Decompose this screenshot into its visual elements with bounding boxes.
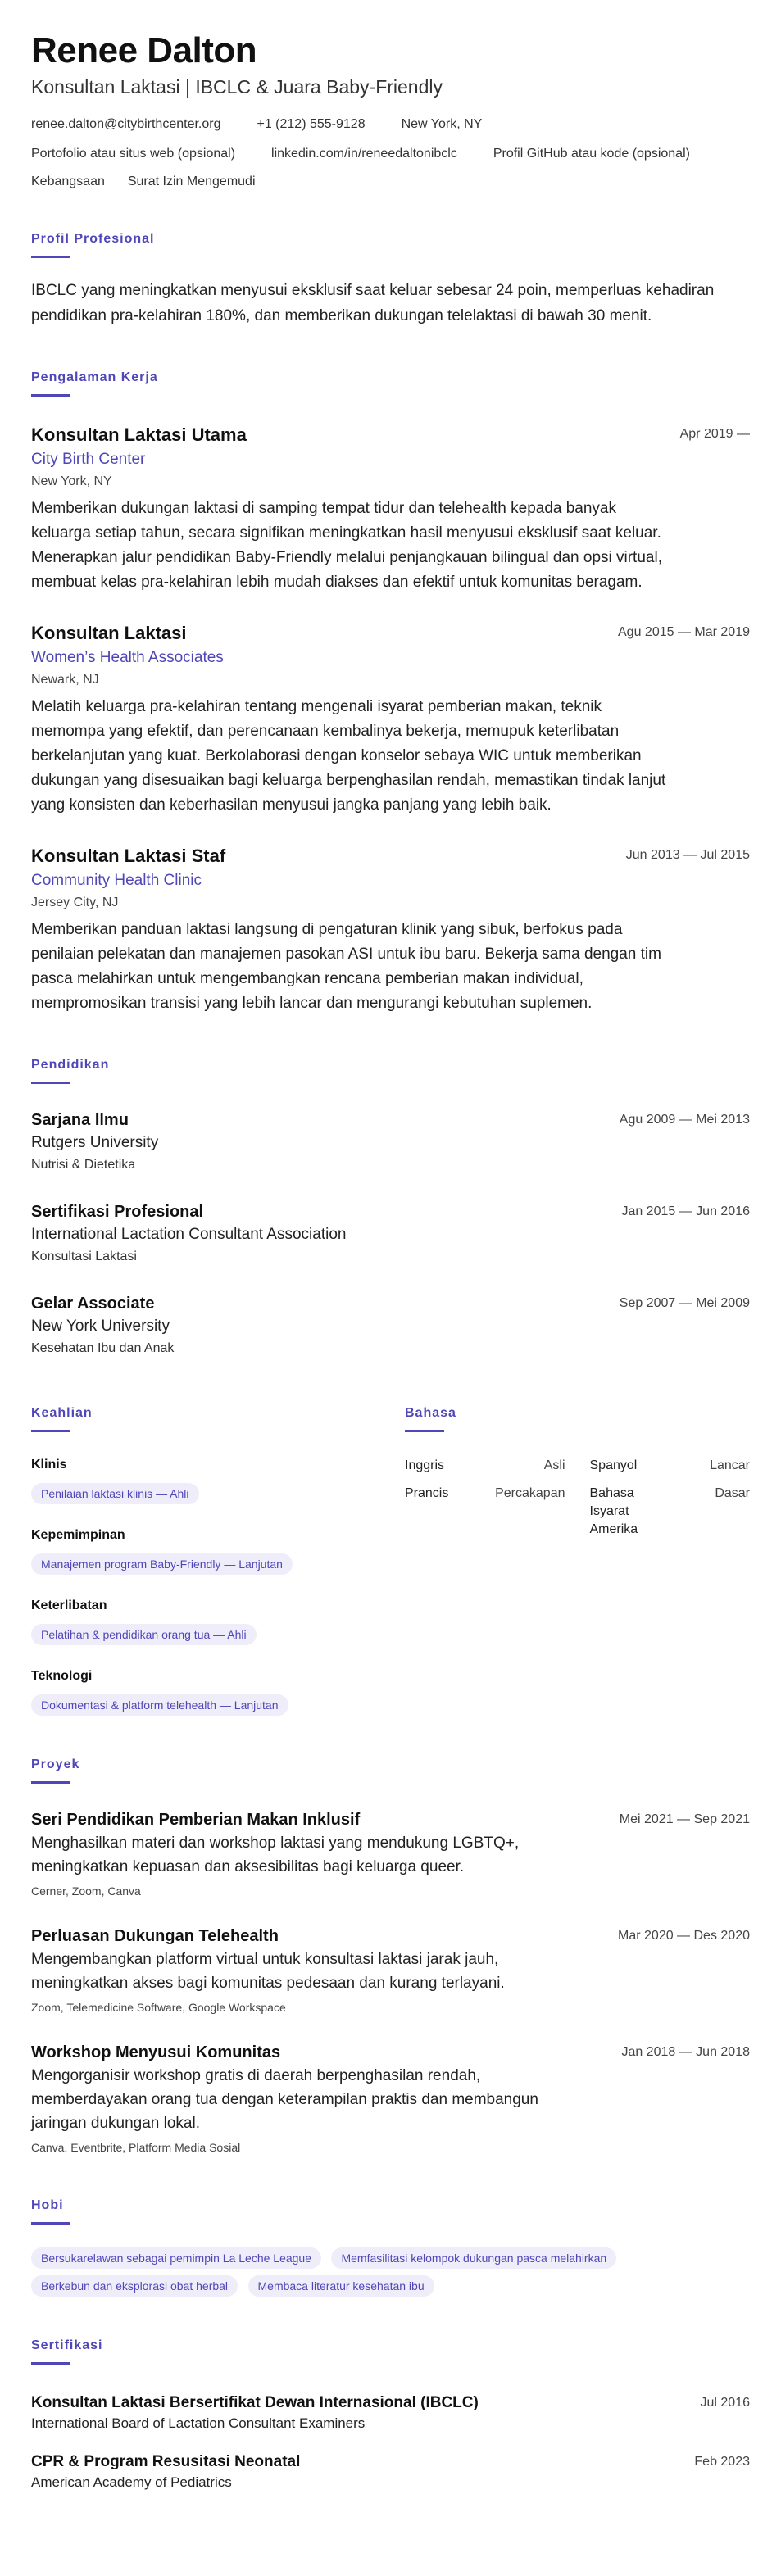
job-title: Konsultan Laktasi Staf xyxy=(31,846,226,866)
education-date: Sep 2007 — Mei 2009 xyxy=(619,1296,750,1310)
language-item xyxy=(590,1457,751,1475)
section-title: Pendidikan xyxy=(31,1058,110,1072)
location: New York, NY xyxy=(401,117,483,131)
skill-chip: Pelatihan & pendidikan orang tua — Ahli xyxy=(31,1624,257,1645)
experience-section xyxy=(31,370,750,1016)
job-entry xyxy=(31,423,750,595)
certification-name: CPR & Program Resusitasi Neonatal xyxy=(31,2453,301,2470)
language-name: Prancis xyxy=(405,1486,449,1500)
project-description: Mengembangkan platform virtual untuk konsultasi laktasi jarak jauh, meningkatkan akses bagi komunitas pedesaan dan kurang terlayani. xyxy=(31,1951,505,1992)
job-date: Jun 2013 — Jul 2015 xyxy=(625,848,750,862)
languages-section xyxy=(405,1405,750,1716)
links-row xyxy=(31,146,750,162)
job-description: Memberikan dukungan laktasi di samping tempat tidur dan telehealth kepada banyak keluarga setiap tahun, secara signifikan meningkatkan hasil menyusui eksklusif saat keluar. Menerapkan jalur pendidikan Baby-Friendly melalui penjangkauan bilingual dan opsi virtual, membuat kelas pra-kelahiran lebih mudah diakses dan efektif untuk komunitas beragam. xyxy=(31,500,662,591)
project-tech: Cerner, Zoom, Canva xyxy=(31,1884,141,1898)
job-location: New York, NY xyxy=(31,474,112,488)
skill-group xyxy=(31,1668,405,1716)
skill-chip: Penilaian laktasi klinis — Ahli xyxy=(31,1483,199,1504)
education-degree: Sertifikasi Profesional xyxy=(31,1203,204,1221)
certification-entry xyxy=(31,2451,750,2492)
certification-entry xyxy=(31,2392,750,2433)
skill-group xyxy=(31,1598,405,1645)
job-company: Community Health Clinic xyxy=(31,872,202,889)
portfolio-link[interactable]: Portofolio atau situs web (opsional) xyxy=(31,147,236,161)
certification-issuer: American Academy of Pediatrics xyxy=(31,2474,232,2490)
section-divider xyxy=(31,2222,70,2225)
project-date: Jan 2018 — Jun 2018 xyxy=(621,2045,750,2059)
section-divider xyxy=(31,394,70,397)
education-degree: Sarjana Ilmu xyxy=(31,1111,129,1129)
job-location: Jersey City, NJ xyxy=(31,896,119,909)
education-section xyxy=(31,1057,750,1359)
education-field: Nutrisi & Dietetika xyxy=(31,1158,136,1172)
language-name: Inggris xyxy=(405,1458,445,1472)
skill-group xyxy=(31,1527,405,1575)
language-item xyxy=(405,1485,565,1539)
language-level: Asli xyxy=(543,1458,565,1472)
section-divider xyxy=(31,1082,70,1084)
section-title: Sertifikasi xyxy=(31,2338,103,2352)
driving-license: Surat Izin Mengemudi xyxy=(127,175,256,188)
skill-chip: Manajemen program Baby-Friendly — Lanjutan xyxy=(31,1553,293,1575)
email-link[interactable]: renee.dalton@citybirthcenter.org xyxy=(31,117,221,131)
skill-category: Klinis xyxy=(31,1458,67,1472)
job-description: Memberikan panduan laktasi langsung di pengaturan klinik yang sibuk, berfokus pada penilaian pelekatan dan manajemen pasokan ASI untuk ibu baru. Bekerja sama dengan tim pasca melahirkan untuk mengembangkan rencana pemberian makan individual, mempromosikan transisi yang lebih lancar dan mengurangi kebutuhan suplemen. xyxy=(31,921,661,1012)
project-description: Mengorganisir workshop gratis di daerah berpenghasilan rendah, memberdayakan orang tua dengan keterampilan praktis dan membangun jaringan dukungan lokal. xyxy=(31,2067,538,2132)
summary-section xyxy=(31,231,750,329)
education-field: Konsultasi Laktasi xyxy=(31,1249,137,1263)
project-title: Workshop Menyusui Komunitas xyxy=(31,2043,281,2061)
job-entry xyxy=(31,844,750,1016)
education-date: Jan 2015 — Jun 2016 xyxy=(621,1204,750,1218)
skill-chip: Dokumentasi & platform telehealth — Lanjutan xyxy=(31,1694,288,1716)
hobbies-list xyxy=(31,2241,750,2297)
project-tech: Zoom, Telemedicine Software, Google Workspace xyxy=(31,2001,286,2014)
hobby-chip: Memfasilitasi kelompok dukungan pasca melahirkan xyxy=(331,2247,616,2269)
education-date: Agu 2009 — Mei 2013 xyxy=(619,1113,750,1127)
job-location: Newark, NJ xyxy=(31,673,99,687)
section-title: Bahasa xyxy=(405,1406,456,1420)
project-date: Mar 2020 — Des 2020 xyxy=(618,1929,750,1943)
hobby-chip: Berkebun dan eksplorasi obat herbal xyxy=(31,2275,238,2297)
section-title: Proyek xyxy=(31,1757,80,1771)
certifications-section xyxy=(31,2338,750,2492)
job-description: Melatih keluarga pra-kelahiran tentang mengenali isyarat pemberian makan, teknik memompa yang efektif, dan perencanaan kembalinya bekerja, memupuk keterlibatan berkelanjutan yang kuat. Berkolaborasi dengan konselor sebaya WIC untuk memberikan dukungan yang disesuaikan bagi keluarga berpenghasilan rendah, memastikan tindak lanjut yang konsisten dan keberhasilan menyusui jangka panjang yang lebih baik. xyxy=(31,698,666,814)
certification-date: Feb 2023 xyxy=(694,2455,750,2469)
project-entry xyxy=(31,2041,750,2156)
candidate-headline: Konsultan Laktasi | IBCLC & Juara Baby-Friendly xyxy=(31,76,443,98)
skill-category: Keterlibatan xyxy=(31,1599,107,1612)
section-title: Keahlian xyxy=(31,1406,93,1420)
certification-date: Jul 2016 xyxy=(700,2396,750,2410)
section-title: Pengalaman Kerja xyxy=(31,370,158,384)
job-title: Konsultan Laktasi xyxy=(31,623,187,643)
job-company: Women’s Health Associates xyxy=(31,649,224,666)
section-title: Profil Profesional xyxy=(31,232,155,246)
project-entry xyxy=(31,1925,750,2016)
candidate-name: Renee Dalton xyxy=(31,30,257,70)
language-item xyxy=(590,1485,751,1539)
skill-category: Teknologi xyxy=(31,1669,93,1683)
section-title: Hobi xyxy=(31,2198,64,2212)
certification-issuer: International Board of Lactation Consultant Examiners xyxy=(31,2415,366,2431)
job-date: Apr 2019 — xyxy=(679,427,750,441)
project-title: Perluasan Dukungan Telehealth xyxy=(31,1927,279,1945)
skill-category: Kepemimpinan xyxy=(31,1528,125,1542)
language-level: Dasar xyxy=(715,1486,750,1500)
project-title: Seri Pendidikan Pemberian Makan Inklusif xyxy=(31,1811,361,1829)
contact-row xyxy=(31,116,750,133)
certification-name: Konsultan Laktasi Bersertifikat Dewan Internasional (IBCLC) xyxy=(31,2394,479,2411)
education-degree: Gelar Associate xyxy=(31,1295,155,1313)
project-tech: Canva, Eventbrite, Platform Media Sosial xyxy=(31,2141,241,2154)
nationality: Kebangsaan xyxy=(31,175,105,188)
education-school: New York University xyxy=(31,1317,170,1335)
skill-group xyxy=(31,1457,405,1504)
education-field: Kesehatan Ibu dan Anak xyxy=(31,1341,175,1355)
language-level: Percakapan xyxy=(495,1486,565,1500)
language-level: Lancar xyxy=(710,1458,750,1472)
linkedin-link[interactable]: linkedin.com/in/reneedaltonibclc xyxy=(271,147,457,161)
project-description: Menghasilkan materi dan workshop laktasi yang mendukung LGBTQ+, meningkatkan kepuasan dan aksesibilitas bagi keluarga queer. xyxy=(31,1834,520,1875)
hobby-chip: Bersukarelawan sebagai pemimpin La Leche League xyxy=(31,2247,321,2269)
hobbies-section xyxy=(31,2197,750,2297)
education-entry xyxy=(31,1292,750,1359)
language-name: Spanyol xyxy=(589,1458,638,1472)
projects-section xyxy=(31,1757,750,2156)
project-entry xyxy=(31,1808,750,1900)
job-entry xyxy=(31,621,750,818)
phone-number: +1 (212) 555-9128 xyxy=(257,117,366,131)
job-date: Agu 2015 — Mar 2019 xyxy=(618,625,750,639)
skills-section xyxy=(31,1405,405,1716)
resume-header xyxy=(31,29,750,190)
job-title: Konsultan Laktasi Utama xyxy=(31,424,247,445)
education-school: International Lactation Consultant Association xyxy=(31,1226,347,1243)
github-link[interactable]: Profil GitHub atau kode (opsional) xyxy=(493,147,690,161)
summary-text: IBCLC yang meningkatkan menyusui eksklusif saat keluar sebesar 24 poin, memperluas kehadiran pendidikan pra-kelahiran 180%, dan memberikan dukungan telelaktasi di bawah 30 menit. xyxy=(31,282,715,324)
section-divider xyxy=(31,256,70,258)
personal-row xyxy=(31,174,750,190)
language-name: Bahasa Isyarat Amerika xyxy=(589,1486,638,1536)
education-entry xyxy=(31,1200,750,1268)
section-divider xyxy=(31,1430,70,1432)
section-divider xyxy=(31,2362,70,2365)
project-date: Mei 2021 — Sep 2021 xyxy=(619,1812,750,1826)
education-entry xyxy=(31,1109,750,1176)
education-school: Rutgers University xyxy=(31,1134,159,1151)
job-company: City Birth Center xyxy=(31,451,146,468)
hobby-chip: Membaca literatur kesehatan ibu xyxy=(248,2275,434,2297)
languages-grid xyxy=(405,1457,750,1539)
skills-languages-row xyxy=(31,1405,750,1716)
section-divider xyxy=(405,1430,444,1432)
language-item xyxy=(405,1457,565,1475)
section-divider xyxy=(31,1781,70,1784)
